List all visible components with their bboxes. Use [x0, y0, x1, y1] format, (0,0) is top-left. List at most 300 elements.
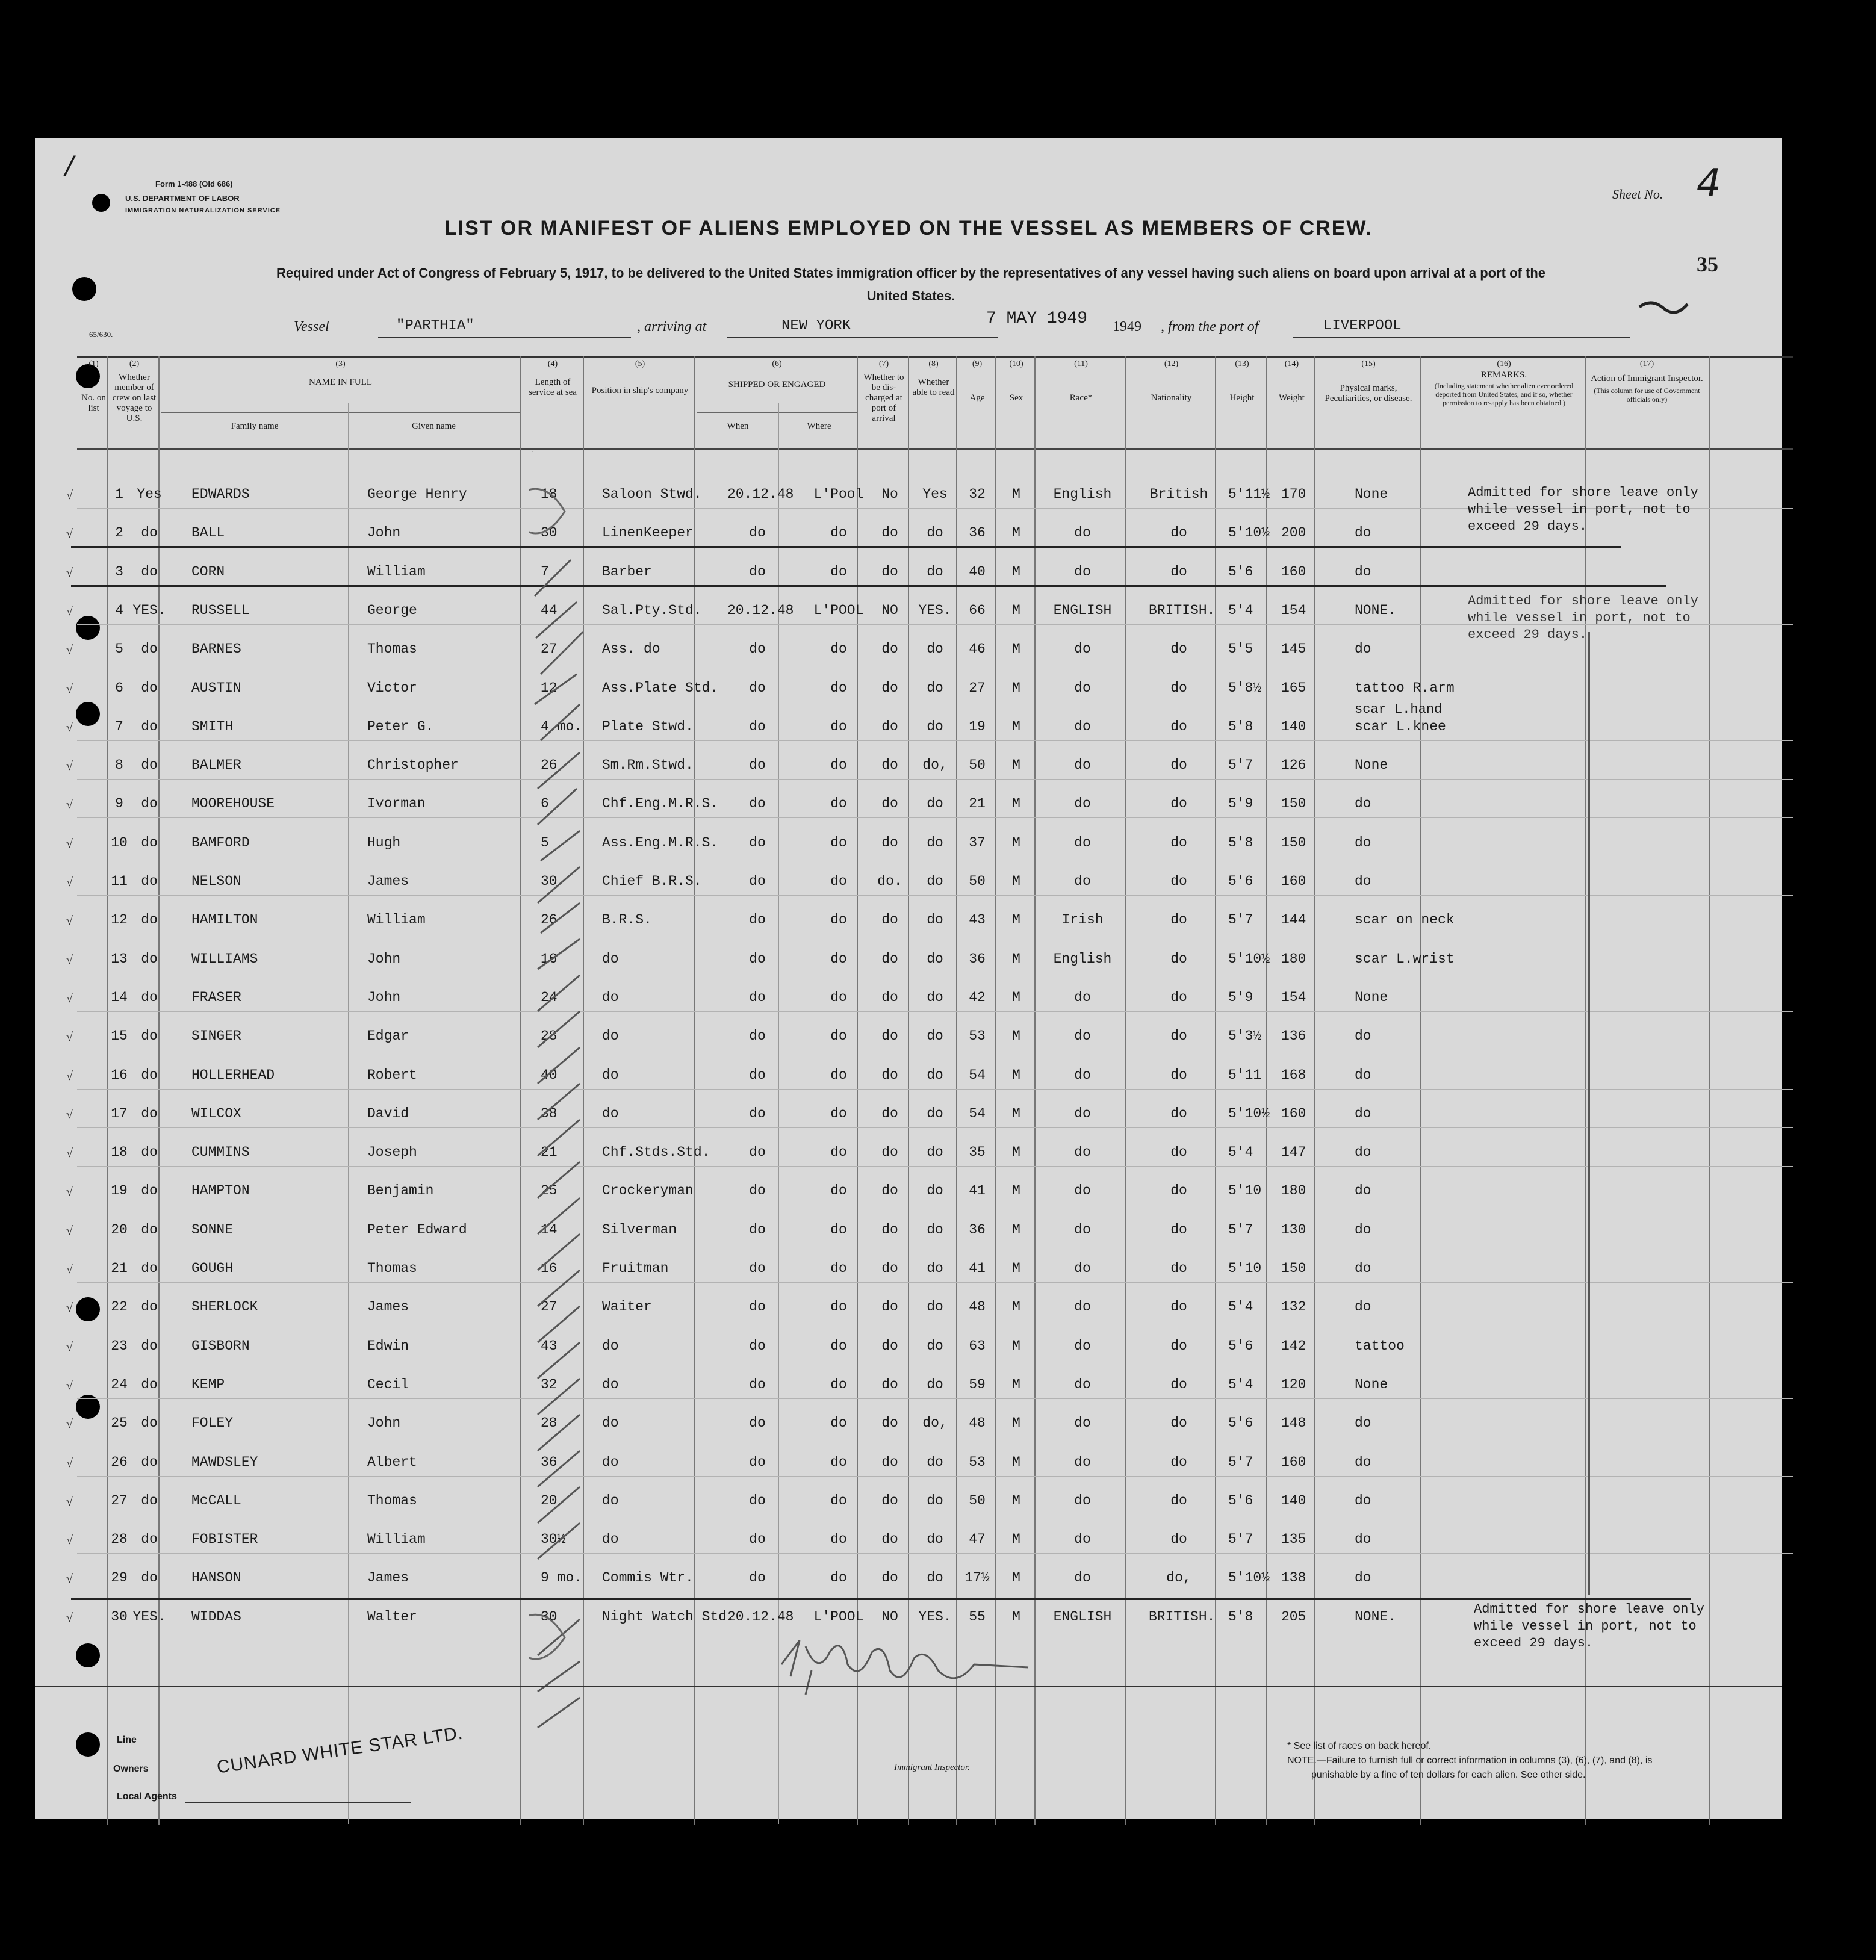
col-2-header: (2) Whether member of crew on last voyage to U.S. [112, 359, 157, 423]
cell-age: 36 [969, 951, 986, 967]
cell-when: do [749, 796, 766, 811]
cell-marks: do [1355, 1106, 1371, 1121]
cell-race: ENGLISH [1053, 603, 1112, 618]
cell-height: 5'8½ [1228, 680, 1262, 696]
cell-service: 43 [541, 1338, 558, 1354]
page-number: 35 [1697, 252, 1718, 276]
cell-marks: tattoo R.arm [1355, 680, 1455, 696]
cell-race: do [1074, 796, 1091, 811]
cell-weight: 144 [1281, 912, 1306, 928]
column-rule [1215, 356, 1216, 1825]
cell-given: William [367, 564, 426, 580]
cell-discharged: do [881, 1454, 898, 1470]
cell-nationality: do [1170, 873, 1187, 889]
cell-read: do [927, 1493, 943, 1509]
cell-family: SHERLOCK [191, 1299, 258, 1315]
tick-mark: √ [66, 566, 73, 580]
cell-marks: do [1355, 1299, 1371, 1315]
cell-height: 5'8 [1228, 719, 1253, 734]
col-1-header: (1) No. on list [81, 359, 106, 413]
cell-family: BALMER [191, 757, 241, 773]
cell-race: do [1074, 1454, 1091, 1470]
marks-row-6-second: scar L.hand [1355, 702, 1443, 717]
col-3-header: (3) NAME IN FULL [309, 359, 372, 387]
cell-no: 10 [111, 835, 128, 851]
col-15-header: (15) Physical marks, Peculiarities, or disease. [1325, 359, 1412, 403]
col-5-header: (5) Position in ship's company [591, 359, 689, 395]
cell-nationality: do [1170, 525, 1187, 541]
cell-read: do [927, 912, 943, 928]
cell-where: do [830, 1338, 847, 1354]
shipped-divider [697, 412, 857, 413]
cell-family: AUSTIN [191, 680, 241, 696]
cell-race: do [1074, 1028, 1091, 1044]
cell-weight: 126 [1281, 757, 1306, 773]
cell-weight: 154 [1281, 990, 1306, 1005]
cell-family: BALL [191, 525, 225, 541]
cell-height: 5'7 [1228, 1454, 1253, 1470]
fine-note-line-1: NOTE.—Failure to furnish full or correct information in columns (3), (6), (7), and (8), is [1287, 1755, 1653, 1766]
column-rule [694, 356, 695, 1825]
cell-read: do [927, 1377, 943, 1392]
cell-marks: do [1355, 1493, 1371, 1509]
cell-marks: NONE. [1355, 1609, 1397, 1625]
cell-given: Thomas [367, 641, 417, 657]
col-7-header: (7) Whether to be dis-charged at port of arrival [863, 359, 904, 423]
footer-divider [35, 1686, 1782, 1687]
tick-mark: √ [66, 1379, 73, 1392]
cell-nationality: do [1170, 1067, 1187, 1083]
cell-crew: do [141, 1299, 158, 1315]
cell-discharged: do [881, 680, 898, 696]
cell-discharged: do [881, 835, 898, 851]
cell-discharged: do [881, 1261, 898, 1276]
cell-sex: M [1012, 1028, 1020, 1044]
cell-nationality: do [1170, 1454, 1187, 1470]
cell-marks: do [1355, 641, 1371, 657]
cell-no: 28 [111, 1531, 128, 1547]
cell-race: do [1074, 1261, 1091, 1276]
cell-given: Peter Edward [367, 1222, 467, 1238]
cell-service: 26 [541, 757, 558, 773]
col-16-header: (16) REMARKS. (Including statement whether alien ever ordered deported from United States, and if so, whether permission to re-apply has been obtained.) [1434, 359, 1574, 407]
cell-sex: M [1012, 796, 1020, 811]
cell-sex: M [1012, 564, 1020, 580]
cell-given: John [367, 525, 401, 541]
cell-race: do [1074, 835, 1091, 851]
cell-nationality: do [1170, 1493, 1187, 1509]
cell-nationality: do [1170, 951, 1187, 967]
cell-family: KEMP [191, 1377, 225, 1392]
cell-where: do [830, 1144, 847, 1160]
cell-when: do [749, 1144, 766, 1160]
cell-when: do [749, 757, 766, 773]
cell-sex: M [1012, 1299, 1020, 1315]
cell-sex: M [1012, 1183, 1020, 1199]
cell-height: 5'8 [1228, 1609, 1253, 1625]
column-rule [520, 356, 521, 1825]
cell-family: HAMPTON [191, 1183, 250, 1199]
column-rule [1709, 356, 1710, 1825]
cell-weight: 140 [1281, 1493, 1306, 1509]
cell-sex: M [1012, 990, 1020, 1005]
cell-marks: None [1355, 486, 1388, 502]
table-row-rule [77, 1398, 1793, 1399]
cell-height: 5'9 [1228, 796, 1253, 811]
table-row-rule [77, 1166, 1793, 1167]
cell-position: do [602, 1493, 619, 1509]
cell-nationality: do [1170, 1299, 1187, 1315]
punch-hole [76, 616, 100, 640]
strike-line [71, 585, 1666, 587]
cell-when: do [749, 719, 766, 734]
cell-position: Chf.Stds.Std. [602, 1144, 710, 1160]
cell-race: do [1074, 564, 1091, 580]
cell-height: 5'6 [1228, 1493, 1253, 1509]
cell-read: do [927, 835, 943, 851]
cell-height: 5'7 [1228, 912, 1253, 928]
cell-given: John [367, 1415, 401, 1431]
cell-discharged: do [881, 1415, 898, 1431]
cell-weight: 140 [1281, 719, 1306, 734]
cell-no: 22 [111, 1299, 128, 1315]
cell-race: do [1074, 1222, 1091, 1238]
year-suffix: 1949 [1113, 319, 1141, 335]
cell-weight: 150 [1281, 835, 1306, 851]
cell-weight: 180 [1281, 1183, 1306, 1199]
cell-nationality: do, [1166, 1570, 1191, 1586]
cell-crew: do [141, 1531, 158, 1547]
cell-when: do [749, 680, 766, 696]
table-row-rule [77, 1553, 1793, 1554]
cell-sex: M [1012, 641, 1020, 657]
cell-read: Yes [922, 486, 948, 502]
cell-family: MAWDSLEY [191, 1454, 258, 1470]
cell-given: Thomas [367, 1261, 417, 1276]
when-header: When [727, 421, 749, 431]
cell-height: 5'11 [1228, 1067, 1262, 1083]
cell-weight: 170 [1281, 486, 1306, 502]
cell-family: EDWARDS [191, 486, 250, 502]
cell-age: 19 [969, 719, 986, 734]
cell-no: 7 [115, 719, 123, 734]
cell-crew: do [141, 1454, 158, 1470]
cell-race: do [1074, 757, 1091, 773]
cell-height: 5'10½ [1228, 525, 1270, 541]
cell-when: do [749, 1299, 766, 1315]
cell-race: English [1053, 951, 1112, 967]
cell-age: 53 [969, 1028, 986, 1044]
cell-age: 53 [969, 1454, 986, 1470]
cell-position: Chf.Eng.M.R.S. [602, 796, 719, 811]
owners-label: Owners [113, 1764, 149, 1774]
cell-family: WIDDAS [191, 1609, 241, 1625]
cell-when: do [749, 1028, 766, 1044]
cell-no: 13 [111, 951, 128, 967]
cell-age: 48 [969, 1299, 986, 1315]
cell-crew: do [141, 564, 158, 580]
cell-no: 23 [111, 1338, 128, 1354]
cell-given: James [367, 873, 409, 889]
cell-discharged: do [881, 912, 898, 928]
cell-position: Fruitman [602, 1261, 669, 1276]
cell-sex: M [1012, 1261, 1020, 1276]
cell-marks: do [1355, 873, 1371, 889]
cell-discharged: do [881, 1377, 898, 1392]
cell-age: 50 [969, 873, 986, 889]
cell-age: 50 [969, 757, 986, 773]
cell-position: do [602, 1531, 619, 1547]
cell-weight: 138 [1281, 1570, 1306, 1586]
column-rule [1420, 356, 1421, 1825]
cell-age: 40 [969, 564, 986, 580]
cell-service: 4 mo. [541, 719, 583, 734]
cell-given: Edgar [367, 1028, 409, 1044]
vessel-label: Vessel [294, 319, 329, 335]
cell-family: BAMFORD [191, 835, 250, 851]
cell-crew: YES. [132, 1609, 166, 1625]
cell-race: do [1074, 990, 1091, 1005]
cell-weight: 205 [1281, 1609, 1306, 1625]
cell-height: 5'7 [1228, 1531, 1253, 1547]
cell-sex: M [1012, 757, 1020, 773]
cell-discharged: do [881, 1222, 898, 1238]
cell-age: 46 [969, 641, 986, 657]
cell-service: 38 [541, 1106, 558, 1121]
cell-when: 20.12.48 [727, 486, 794, 502]
table-row-rule [77, 1476, 1793, 1477]
tick-mark: √ [66, 876, 73, 889]
cell-no: 9 [115, 796, 123, 811]
cell-position: Barber [602, 564, 652, 580]
cell-service: 20 [541, 1493, 558, 1509]
cell-crew: do [141, 912, 158, 928]
cell-race: do [1074, 873, 1091, 889]
cell-crew: do [141, 1028, 158, 1044]
manifest-sheet [35, 138, 1782, 1819]
agent-stamp: CUNARD WHITE STAR LTD. [216, 1723, 465, 1778]
cell-crew: do [141, 641, 158, 657]
cell-family: MOOREHOUSE [191, 796, 275, 811]
cell-age: 54 [969, 1067, 986, 1083]
cell-family: GISBORN [191, 1338, 250, 1354]
cell-height: 5'8 [1228, 835, 1253, 851]
cell-nationality: do [1170, 1261, 1187, 1276]
cell-sex: M [1012, 525, 1020, 541]
cell-age: 48 [969, 1415, 986, 1431]
form-number: Form 1-488 (Old 686) [155, 179, 233, 188]
strike-line [71, 1598, 1691, 1600]
cell-family: SONNE [191, 1222, 234, 1238]
col-13-header: (13) Height [1229, 359, 1255, 403]
cell-position: Ass.Eng.M.R.S. [602, 835, 719, 851]
cell-no: 19 [111, 1183, 128, 1199]
cell-age: 54 [969, 1106, 986, 1121]
cell-given: Christopher [367, 757, 459, 773]
sheet-label: Sheet No. [1612, 187, 1663, 202]
cell-age: 37 [969, 835, 986, 851]
cell-position: Crockeryman [602, 1183, 694, 1199]
cell-nationality: do [1170, 1531, 1187, 1547]
cell-service: 36 [541, 1454, 558, 1470]
cell-position: Sal.Pty.Std. [602, 603, 702, 618]
cell-no: 8 [115, 757, 123, 773]
cell-where: do [830, 1222, 847, 1238]
cell-nationality: British [1149, 486, 1208, 502]
cell-nationality: do [1170, 719, 1187, 734]
cell-discharged: do [881, 757, 898, 773]
cell-sex: M [1012, 680, 1020, 696]
cell-service: 30 [541, 873, 558, 889]
cell-discharged: do [881, 1493, 898, 1509]
cell-discharged: do [881, 951, 898, 967]
cell-service: 16 [541, 1261, 558, 1276]
cell-race: do [1074, 1377, 1091, 1392]
cell-where: do [830, 719, 847, 734]
cell-read: do [927, 1261, 943, 1276]
cell-where: L'Pool [813, 486, 864, 502]
cell-marks: None [1355, 757, 1388, 773]
cell-when: do [749, 1493, 766, 1509]
tick-mark: √ [66, 1301, 73, 1315]
cell-weight: 132 [1281, 1299, 1306, 1315]
cell-where: do [830, 912, 847, 928]
cell-family: FOLEY [191, 1415, 234, 1431]
cell-weight: 145 [1281, 641, 1306, 657]
cell-discharged: do [881, 1144, 898, 1160]
cell-height: 5'3½ [1228, 1028, 1262, 1044]
cell-read: do [927, 641, 943, 657]
cell-position: do [602, 1106, 619, 1121]
cell-weight: 136 [1281, 1028, 1306, 1044]
cell-weight: 165 [1281, 680, 1306, 696]
tick-mark: √ [66, 644, 73, 657]
cell-read: do, [922, 757, 948, 773]
cell-when: do [749, 1338, 766, 1354]
cell-weight: 160 [1281, 1454, 1306, 1470]
punch-hole [76, 702, 100, 726]
cell-no: 16 [111, 1067, 128, 1083]
cell-position: do [602, 1067, 619, 1083]
cell-height: 5'10 [1228, 1261, 1262, 1276]
cell-read: YES. [918, 603, 952, 618]
cell-height: 5'10 [1228, 1183, 1262, 1199]
cell-read: YES. [918, 1609, 952, 1625]
tick-mark: √ [66, 527, 73, 541]
remarks-bracket [1577, 632, 1590, 1595]
cell-given: Benjamin [367, 1183, 434, 1199]
cell-sex: M [1012, 1106, 1020, 1121]
cell-discharged: do [881, 990, 898, 1005]
cell-position: Silverman [602, 1222, 677, 1238]
cell-when: do [749, 525, 766, 541]
cell-discharged: do [881, 719, 898, 734]
cell-crew: do [141, 1067, 158, 1083]
cell-marks: do [1355, 835, 1371, 851]
tick-mark: √ [66, 1572, 73, 1586]
cell-marks: do [1355, 1454, 1371, 1470]
cell-where: do [830, 564, 847, 580]
cell-race: do [1074, 719, 1091, 734]
cell-height: 5'4 [1228, 1299, 1253, 1315]
cell-race: do [1074, 1183, 1091, 1199]
cell-marks: do [1355, 1531, 1371, 1547]
cell-sex: M [1012, 1377, 1020, 1392]
cell-no: 11 [111, 873, 128, 889]
service-name: IMMIGRATION NATURALIZATION SERVICE [125, 207, 281, 214]
cell-marks: do [1355, 1261, 1371, 1276]
cell-read: do [927, 1338, 943, 1354]
punch-hole [76, 1732, 100, 1757]
cell-race: do [1074, 1067, 1091, 1083]
cell-nationality: do [1170, 757, 1187, 773]
cell-where: do [830, 1415, 847, 1431]
cell-age: 66 [969, 603, 986, 618]
pencil-tally-marks [529, 451, 649, 1776]
cell-marks: NONE. [1355, 603, 1397, 618]
cell-service: 44 [541, 603, 558, 618]
cell-when: do [749, 1454, 766, 1470]
cell-given: William [367, 1531, 426, 1547]
cell-family: CUMMINS [191, 1144, 250, 1160]
column-rule [956, 356, 957, 1825]
cell-nationality: do [1170, 564, 1187, 580]
cell-family: FRASER [191, 990, 241, 1005]
cell-marks: do [1355, 525, 1371, 541]
cell-where: do [830, 1377, 847, 1392]
cell-race: ENGLISH [1053, 1609, 1112, 1625]
cell-no: 1 [115, 486, 123, 502]
cell-sex: M [1012, 1067, 1020, 1083]
cell-height: 5'6 [1228, 1338, 1253, 1354]
cell-read: do [927, 873, 943, 889]
col-4-header: (4) Length of service at sea [529, 359, 577, 397]
cell-age: 59 [969, 1377, 986, 1392]
col-14-header: (14) Weight [1279, 359, 1305, 403]
cell-marks: do [1355, 1222, 1371, 1238]
cell-crew: Yes [137, 486, 162, 502]
cell-when: do [749, 1261, 766, 1276]
cell-nationality: do [1170, 1144, 1187, 1160]
tick-mark: √ [66, 1108, 73, 1121]
arriving-port: NEW YORK [781, 318, 851, 334]
cell-nationality: do [1170, 796, 1187, 811]
cell-no: 26 [111, 1454, 128, 1470]
tick-mark: √ [66, 760, 73, 773]
cell-discharged: NO [881, 1609, 898, 1625]
tick-mark: √ [66, 605, 73, 618]
cell-when: do [749, 641, 766, 657]
cell-sex: M [1012, 951, 1020, 967]
cell-service: 28 [541, 1415, 558, 1431]
cell-race: do [1074, 1299, 1091, 1315]
cell-height: 5'6 [1228, 873, 1253, 889]
manifest-title: LIST OR MANIFEST OF ALIENS EMPLOYED ON THE VESSEL AS MEMBERS OF CREW. [444, 217, 1373, 240]
cell-read: do [927, 564, 943, 580]
cell-crew: do [141, 1106, 158, 1121]
tick-mark: √ [66, 837, 73, 851]
tick-mark: √ [66, 1070, 73, 1083]
cell-no: 25 [111, 1415, 128, 1431]
cell-service: 30 [541, 1609, 558, 1625]
col-10-header: (10) Sex [1009, 359, 1023, 403]
inspector-signature [775, 1622, 1034, 1701]
cell-sex: M [1012, 1415, 1020, 1431]
cell-family: BARNES [191, 641, 241, 657]
cell-service: 6 [541, 796, 549, 811]
tick-mark: √ [66, 1224, 73, 1238]
cell-crew: YES. [132, 603, 166, 618]
